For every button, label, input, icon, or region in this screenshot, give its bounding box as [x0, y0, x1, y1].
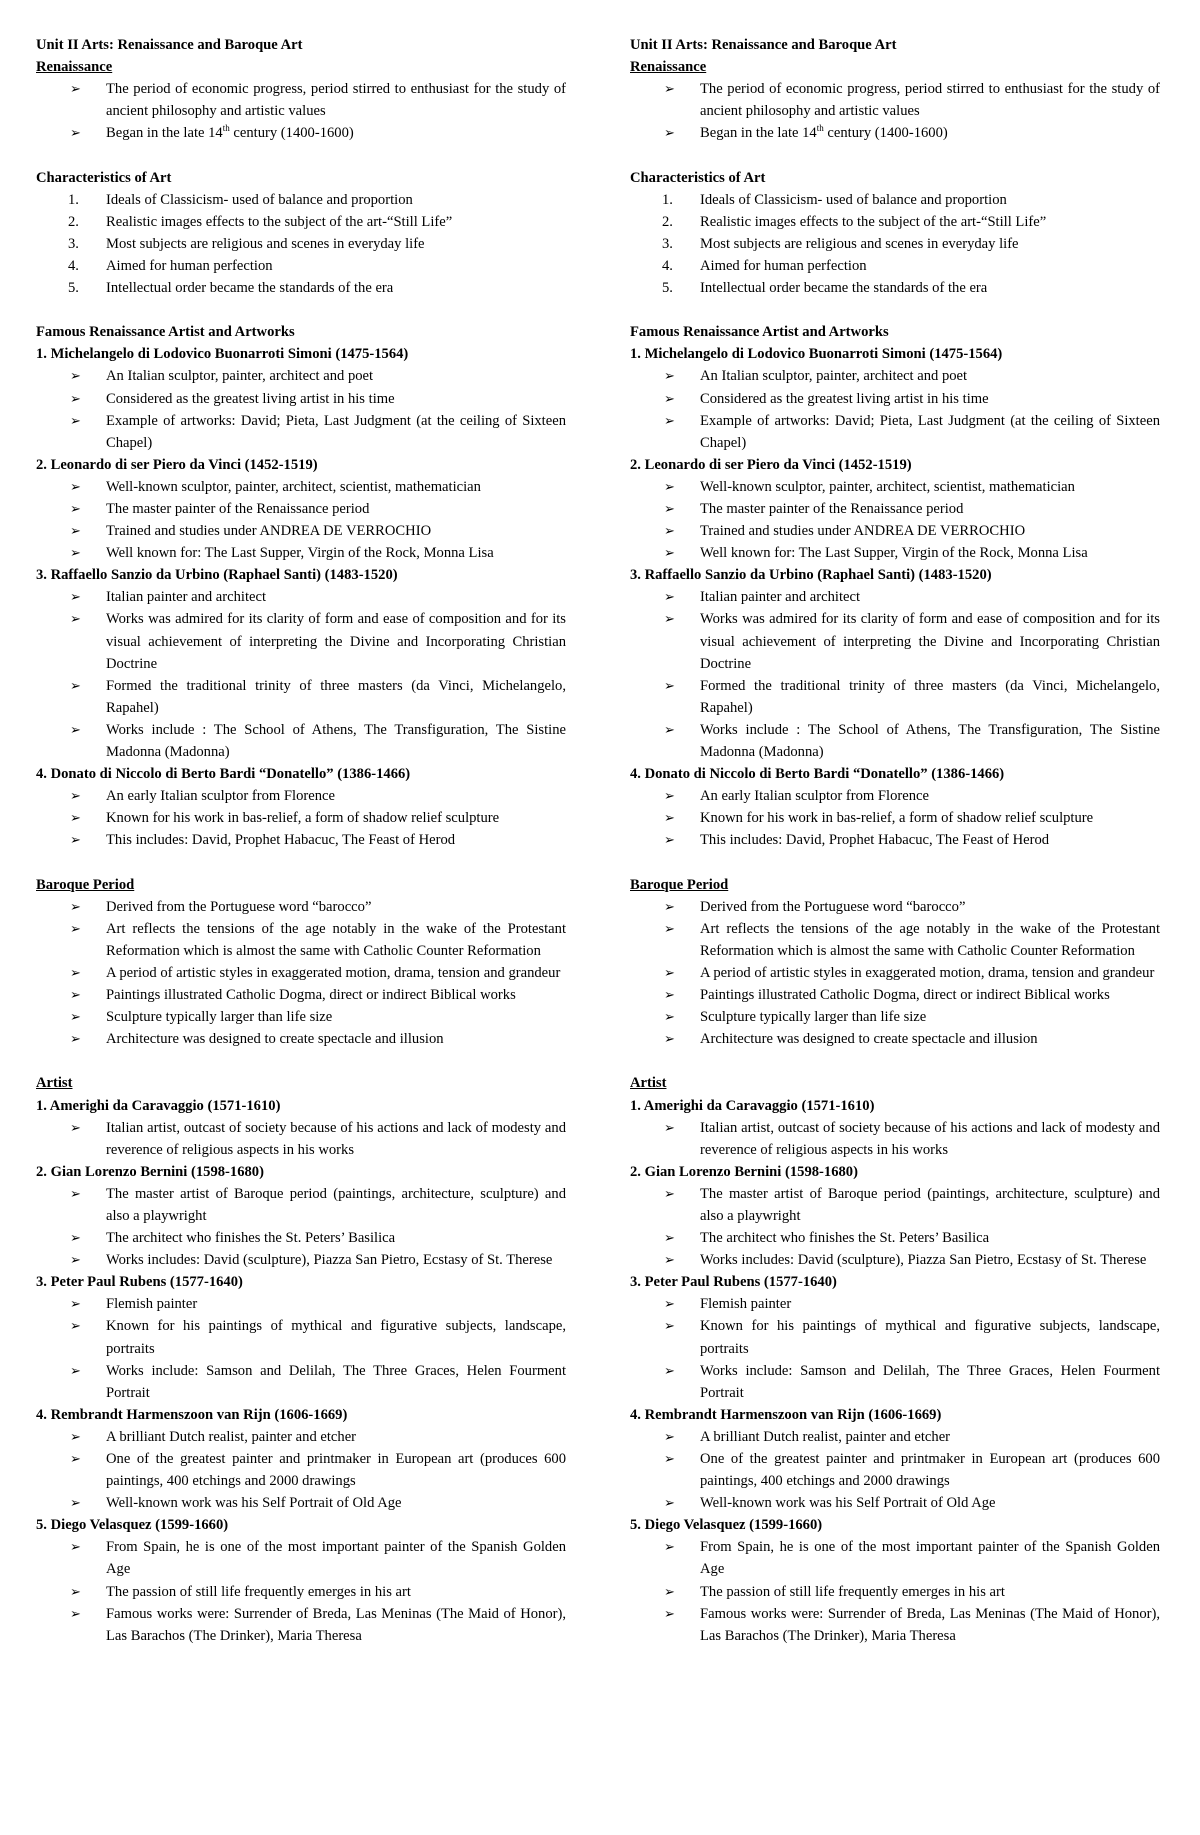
artist-fact — [36, 586, 566, 608]
numbered-item — [630, 211, 1160, 233]
artist-fact — [630, 476, 1160, 498]
bullet-arrow-icon: ➢ — [70, 1031, 81, 1047]
artist-fact — [36, 1227, 566, 1249]
renaissance-point — [630, 122, 1160, 144]
item-number: 2. — [662, 213, 673, 230]
artist-fact — [630, 1603, 1160, 1647]
list-item-text: The master artist of Baroque period (paintings, architecture, sculpture) and also a playwright — [700, 1185, 1160, 1224]
renaissance-artist-name-1: 1. Michelangelo di Lodovico Buonarroti Simoni (1475-1564) — [36, 346, 409, 363]
bullet-arrow-icon: ➢ — [664, 1230, 675, 1246]
list-item-text: Italian artist, outcast of society because of his actions and lack of modesty and reverence of religious aspects in his works — [106, 1119, 566, 1158]
bullet-arrow-icon: ➢ — [70, 1318, 81, 1334]
numbered-item — [36, 189, 566, 211]
numbered-item — [36, 277, 566, 299]
bullet-arrow-icon: ➢ — [664, 125, 675, 141]
artist-fact — [630, 1536, 1160, 1580]
bullet-arrow-icon: ➢ — [664, 1451, 675, 1466]
left-column — [36, 34, 566, 1647]
item-number: 4. — [662, 257, 673, 274]
renaissance-artist-name-4: 4. Donato di Niccolo di Berto Bardi “Donatello” (1386-1466) — [36, 766, 411, 783]
item-number: 5. — [662, 280, 673, 297]
list-item-text: Intellectual order became the standards of the era — [700, 280, 988, 297]
list-item-text: Most subjects are religious and scenes in everyday life — [106, 235, 425, 252]
artist-fact — [36, 1293, 566, 1315]
artist-fact — [36, 1448, 566, 1492]
item-number: 1. — [68, 191, 79, 208]
list-item-text: From Spain, he is one of the most important painter of the Spanish Golden Age — [700, 1539, 1160, 1578]
list-item-text: Known for his paintings of mythical and figurative subjects, landscape, portraits — [106, 1318, 566, 1357]
bullet-arrow-icon: ➢ — [664, 1495, 675, 1511]
numbered-item — [630, 255, 1160, 277]
artist-fact — [630, 807, 1160, 829]
list-item-text: One of the greatest painter and printmaker in European art (produces 600 paintings, 400 etchings and 2000 drawings — [106, 1451, 566, 1490]
baroque-point — [630, 1028, 1160, 1050]
artist-fact — [36, 1117, 566, 1161]
artist-fact — [36, 476, 566, 498]
artist-fact — [630, 608, 1160, 674]
bullet-arrow-icon: ➢ — [70, 500, 81, 516]
artist-fact — [36, 410, 566, 454]
baroque-heading: Baroque Period — [630, 876, 729, 893]
list-item-text: Realistic images effects to the subject of the art-“Still Life” — [106, 213, 453, 230]
list-item-text: An Italian sculptor, painter, architect and poet — [700, 368, 968, 385]
bullet-arrow-icon: ➢ — [664, 1362, 675, 1378]
renaissance-heading: Renaissance — [36, 59, 113, 76]
bullet-arrow-icon: ➢ — [664, 368, 675, 384]
baroque-artist-name-4: 4. Rembrandt Harmenszoon van Rijn (1606-1669) — [630, 1406, 942, 1423]
artist-fact — [630, 1293, 1160, 1315]
list-item-text: Formed the traditional trinity of three masters (da Vinci, Michelangelo, Rapahel) — [106, 677, 566, 716]
list-item-text: Works was admired for its clarity of form and ease of composition and for its visual achievement of interpreting the Divine and Incorporating Christian Doctrine — [106, 611, 566, 672]
artist-fact — [36, 675, 566, 719]
baroque-point — [630, 962, 1160, 984]
baroque-point — [36, 1028, 566, 1050]
renaissance-artist-name-2: 2. Leonardo di ser Piero da Vinci (1452-1519) — [630, 456, 912, 473]
bullet-arrow-icon: ➢ — [70, 1428, 81, 1444]
bullet-arrow-icon: ➢ — [70, 611, 81, 627]
list-item-text: Flemish painter — [106, 1296, 198, 1313]
bullet-arrow-icon: ➢ — [664, 500, 675, 516]
list-item-text: Well-known sculptor, painter, architect, scientist, mathematician — [700, 478, 1075, 495]
baroque-heading: Baroque Period — [36, 876, 135, 893]
list-item-text: Paintings illustrated Catholic Dogma, direct or indirect Biblical works — [700, 987, 1110, 1004]
artist-fact — [630, 586, 1160, 608]
bullet-arrow-icon: ➢ — [70, 721, 81, 737]
bullet-arrow-icon: ➢ — [664, 1009, 675, 1025]
baroque-artist-name-2: 2. Gian Lorenzo Bernini (1598-1680) — [630, 1163, 858, 1180]
bullet-arrow-icon: ➢ — [664, 920, 675, 936]
list-item-text: Italian artist, outcast of society because of his actions and lack of modesty and reverence of religious aspects in his works — [700, 1119, 1160, 1158]
bullet-arrow-icon: ➢ — [70, 412, 81, 428]
list-item-text: Works was admired for its clarity of form and ease of composition and for its visual achievement of interpreting the Divine and Incorporating Christian Doctrine — [700, 611, 1160, 672]
list-item-text: The master artist of Baroque period (paintings, architecture, sculpture) and also a playwright — [106, 1185, 566, 1224]
item-number: 1. — [662, 191, 673, 208]
bullet-arrow-icon: ➢ — [664, 1031, 675, 1047]
characteristics-heading: Characteristics of Art — [630, 169, 766, 186]
list-item-text: Well-known work was his Self Portrait of Old Age — [106, 1495, 402, 1512]
artist-fact — [630, 1581, 1160, 1603]
artist-fact — [36, 719, 566, 763]
numbered-item — [36, 233, 566, 255]
baroque-point — [630, 896, 1160, 918]
item-number: 3. — [68, 235, 79, 252]
list-item-text: Italian painter and architect — [106, 589, 267, 606]
bullet-arrow-icon: ➢ — [664, 964, 675, 980]
artist-fact — [36, 1249, 566, 1271]
list-item-text: Derived from the Portuguese word “barocco” — [106, 898, 372, 915]
bullet-arrow-icon: ➢ — [70, 677, 81, 693]
artist-fact — [630, 675, 1160, 719]
document-title: Unit II Arts: Renaissance and Baroque Art — [36, 37, 303, 53]
artist-fact — [36, 785, 566, 807]
bullet-arrow-icon: ➢ — [664, 898, 675, 914]
list-item-text: The master painter of the Renaissance period — [106, 500, 370, 517]
baroque-point — [36, 918, 566, 962]
list-item-text: The period of economic progress, period stirred to enthusiast for the study of ancient philosophy and artistic values — [700, 81, 1160, 120]
bullet-arrow-icon: ➢ — [70, 1185, 81, 1201]
renaissance-heading: Renaissance — [630, 59, 707, 76]
bullet-arrow-icon: ➢ — [664, 81, 675, 97]
baroque-artist-name-3: 3. Peter Paul Rubens (1577-1640) — [630, 1274, 837, 1291]
section-spacer — [36, 1050, 566, 1072]
list-item-text: The period of economic progress, period stirred to enthusiast for the study of ancient philosophy and artistic values — [106, 81, 566, 120]
artist-fact — [630, 1360, 1160, 1404]
baroque-artist-name-4: 4. Rembrandt Harmenszoon van Rijn (1606-1669) — [36, 1406, 348, 1423]
item-number: 5. — [68, 280, 79, 297]
list-item-text: Famous works were: Surrender of Breda, Las Meninas (The Maid of Honor), Las Barachos (The Drinker), Maria Theresa — [106, 1605, 566, 1644]
artist-fact — [36, 1360, 566, 1404]
bullet-arrow-icon: ➢ — [664, 1428, 675, 1444]
list-item-text: Trained and studies under ANDREA DE VERROCHIO — [700, 523, 1026, 540]
artist-fact — [36, 807, 566, 829]
list-item-text: Art reflects the tensions of the age notably in the wake of the Protestant Reformation which is almost the same with Catholic Counter Reformation — [106, 920, 566, 959]
artist-fact — [630, 1117, 1160, 1161]
list-item-text: Works include : The School of Athens, The Transfiguration, The Sistine Madonna (Madonna) — [700, 721, 1160, 760]
list-item-text: Works include : The School of Athens, The Transfiguration, The Sistine Madonna (Madonna) — [106, 721, 566, 760]
list-item-text: Began in the late 14th century (1400-1600) — [106, 123, 354, 142]
list-item-text: Famous works were: Surrender of Breda, Las Meninas (The Maid of Honor), Las Barachos (The Drinker), Maria Theresa — [700, 1605, 1160, 1644]
artist-fact — [630, 410, 1160, 454]
section-spacer — [36, 851, 566, 873]
list-item-text: Began in the late 14th century (1400-1600) — [700, 123, 948, 142]
artist-fact — [630, 829, 1160, 851]
bullet-arrow-icon: ➢ — [70, 1451, 81, 1466]
baroque-point — [36, 896, 566, 918]
list-item-text: A brilliant Dutch realist, painter and etcher — [700, 1428, 951, 1445]
baroque-point — [36, 1006, 566, 1028]
list-item-text: Intellectual order became the standards of the era — [106, 280, 394, 297]
baroque-artist-name-1: 1. Amerighi da Caravaggio (1571-1610) — [36, 1097, 281, 1114]
baroque-artists-heading: Artist — [630, 1075, 667, 1092]
list-item-text: Most subjects are religious and scenes in everyday life — [700, 235, 1019, 252]
bullet-arrow-icon: ➢ — [664, 788, 675, 804]
bullet-arrow-icon: ➢ — [70, 788, 81, 804]
artist-fact — [36, 1603, 566, 1647]
list-item-text: A period of artistic styles in exaggerated motion, drama, tension and grandeur — [700, 964, 1155, 981]
bullet-arrow-icon: ➢ — [70, 1230, 81, 1246]
bullet-arrow-icon: ➢ — [664, 523, 675, 539]
bullet-arrow-icon: ➢ — [70, 81, 81, 97]
list-item-text: Well known for: The Last Supper, Virgin of the Rock, Monna Lisa — [106, 545, 494, 562]
item-number: 4. — [68, 257, 79, 274]
bullet-arrow-icon: ➢ — [70, 390, 81, 406]
bullet-arrow-icon: ➢ — [70, 1539, 81, 1555]
artist-fact — [630, 520, 1160, 542]
list-item-text: Well-known sculptor, painter, architect, scientist, mathematician — [106, 478, 481, 495]
artist-fact — [630, 1426, 1160, 1448]
bullet-arrow-icon: ➢ — [664, 611, 675, 627]
list-item-text: Realistic images effects to the subject of the art-“Still Life” — [700, 213, 1047, 230]
list-item-text: Well-known work was his Self Portrait of Old Age — [700, 1495, 996, 1512]
bullet-arrow-icon: ➢ — [664, 1119, 675, 1135]
bullet-arrow-icon: ➢ — [664, 721, 675, 737]
bullet-arrow-icon: ➢ — [70, 1119, 81, 1135]
list-item-text: Aimed for human perfection — [700, 257, 867, 274]
bullet-arrow-icon: ➢ — [70, 1009, 81, 1025]
list-item-text: From Spain, he is one of the most important painter of the Spanish Golden Age — [106, 1539, 566, 1578]
artist-fact — [630, 498, 1160, 520]
list-item-text: The passion of still life frequently emerges in his art — [106, 1583, 411, 1600]
list-item-text: Works includes: David (sculpture), Piazza San Pietro, Ecstasy of St. Therese — [700, 1252, 1147, 1269]
list-item-text: Considered as the greatest living artist in his time — [106, 390, 395, 407]
artist-fact — [630, 1227, 1160, 1249]
bullet-arrow-icon: ➢ — [70, 832, 81, 848]
bullet-arrow-icon: ➢ — [664, 390, 675, 406]
renaissance-artists-heading: Famous Renaissance Artist and Artworks — [36, 324, 295, 341]
list-item-text: Ideals of Classicism- used of balance and proportion — [106, 191, 413, 208]
list-item-text: Aimed for human perfection — [106, 257, 273, 274]
bullet-arrow-icon: ➢ — [70, 1296, 81, 1312]
document-title: Unit II Arts: Renaissance and Baroque Art — [630, 37, 897, 53]
section-spacer — [630, 851, 1160, 873]
numbered-item — [630, 277, 1160, 299]
artist-fact — [36, 829, 566, 851]
list-item-text: Sculpture typically larger than life size — [700, 1009, 927, 1026]
baroque-point — [630, 984, 1160, 1006]
bullet-arrow-icon: ➢ — [664, 1252, 675, 1268]
baroque-point — [630, 1006, 1160, 1028]
list-item-text: Flemish painter — [700, 1296, 792, 1313]
bullet-arrow-icon: ➢ — [70, 368, 81, 384]
bullet-arrow-icon: ➢ — [664, 832, 675, 848]
artist-fact — [630, 719, 1160, 763]
renaissance-point — [630, 78, 1160, 122]
baroque-artists-heading: Artist — [36, 1075, 73, 1092]
section-spacer — [36, 299, 566, 321]
artist-fact — [36, 1426, 566, 1448]
bullet-arrow-icon: ➢ — [70, 1583, 81, 1599]
list-item-text: Art reflects the tensions of the age notably in the wake of the Protestant Reformation which is almost the same with Catholic Counter Reformation — [700, 920, 1160, 959]
numbered-item — [36, 255, 566, 277]
artist-fact — [36, 542, 566, 564]
item-number: 2. — [68, 213, 79, 230]
list-item-text: Example of artworks: David; Pieta, Last Judgment (at the ceiling of Sixteen Chapel) — [106, 412, 566, 451]
list-item-text: One of the greatest painter and printmaker in European art (produces 600 paintings, 400 etchings and 2000 drawings — [700, 1451, 1160, 1490]
list-item-text: Ideals of Classicism- used of balance and proportion — [700, 191, 1007, 208]
artist-fact — [630, 542, 1160, 564]
artist-fact — [630, 785, 1160, 807]
section-spacer — [36, 144, 566, 166]
list-item-text: Considered as the greatest living artist in his time — [700, 390, 989, 407]
bullet-arrow-icon: ➢ — [664, 987, 675, 1003]
bullet-arrow-icon: ➢ — [70, 589, 81, 605]
bullet-arrow-icon: ➢ — [664, 1583, 675, 1599]
list-item-text: This includes: David, Prophet Habacuc, The Feast of Herod — [700, 832, 1050, 849]
list-item-text: The master painter of the Renaissance period — [700, 500, 964, 517]
renaissance-artists-heading: Famous Renaissance Artist and Artworks — [630, 324, 889, 341]
bullet-arrow-icon: ➢ — [70, 810, 81, 826]
renaissance-point — [36, 78, 566, 122]
list-item-text: Architecture was designed to create spectacle and illusion — [700, 1031, 1038, 1048]
artist-fact — [630, 1183, 1160, 1227]
renaissance-point — [36, 122, 566, 144]
baroque-artist-name-1: 1. Amerighi da Caravaggio (1571-1610) — [630, 1097, 875, 1114]
renaissance-artist-name-3: 3. Raffaello Sanzio da Urbino (Raphael Santi) (1483-1520) — [36, 567, 398, 584]
bullet-arrow-icon: ➢ — [70, 987, 81, 1003]
bullet-arrow-icon: ➢ — [664, 1296, 675, 1312]
list-item-text: Known for his paintings of mythical and figurative subjects, landscape, portraits — [700, 1318, 1160, 1357]
bullet-arrow-icon: ➢ — [70, 964, 81, 980]
list-item-text: Derived from the Portuguese word “barocco” — [700, 898, 966, 915]
list-item-text: Works includes: David (sculpture), Piazza San Pietro, Ecstasy of St. Therese — [106, 1252, 553, 1269]
baroque-point — [36, 984, 566, 1006]
artist-fact — [630, 1448, 1160, 1492]
right-column — [630, 34, 1160, 1647]
numbered-item — [36, 211, 566, 233]
bullet-arrow-icon: ➢ — [664, 545, 675, 561]
artist-fact — [36, 365, 566, 387]
bullet-arrow-icon: ➢ — [70, 1605, 81, 1621]
bullet-arrow-icon: ➢ — [664, 589, 675, 605]
numbered-item — [630, 189, 1160, 211]
artist-fact — [36, 520, 566, 542]
list-item-text: A period of artistic styles in exaggerated motion, drama, tension and grandeur — [106, 964, 561, 981]
section-spacer — [630, 144, 1160, 166]
numbered-item — [630, 233, 1160, 255]
list-item-text: Sculpture typically larger than life size — [106, 1009, 333, 1026]
bullet-arrow-icon: ➢ — [70, 125, 81, 141]
renaissance-artist-name-4: 4. Donato di Niccolo di Berto Bardi “Donatello” (1386-1466) — [630, 766, 1005, 783]
bullet-arrow-icon: ➢ — [664, 1605, 675, 1621]
list-item-text: Italian painter and architect — [700, 589, 861, 606]
list-item-text: This includes: David, Prophet Habacuc, The Feast of Herod — [106, 832, 456, 849]
bullet-arrow-icon: ➢ — [70, 1495, 81, 1511]
list-item-text: Example of artworks: David; Pieta, Last Judgment (at the ceiling of Sixteen Chapel) — [700, 412, 1160, 451]
baroque-artist-name-2: 2. Gian Lorenzo Bernini (1598-1680) — [36, 1163, 264, 1180]
artist-fact — [36, 1536, 566, 1580]
list-item-text: The passion of still life frequently emerges in his art — [700, 1583, 1005, 1600]
list-item-text: The architect who finishes the St. Peters’ Basilica — [700, 1230, 990, 1247]
bullet-arrow-icon: ➢ — [664, 1185, 675, 1201]
characteristics-heading: Characteristics of Art — [36, 169, 172, 186]
list-item-text: Works include: Samson and Delilah, The Three Graces, Helen Fourment Portrait — [700, 1362, 1160, 1401]
list-item-text: Formed the traditional trinity of three masters (da Vinci, Michelangelo, Rapahel) — [700, 677, 1160, 716]
bullet-arrow-icon: ➢ — [70, 1252, 81, 1268]
artist-fact — [630, 1249, 1160, 1271]
bullet-arrow-icon: ➢ — [664, 478, 675, 494]
list-item-text: Known for his work in bas-relief, a form of shadow relief sculpture — [700, 810, 1094, 827]
bullet-arrow-icon: ➢ — [70, 545, 81, 561]
bullet-arrow-icon: ➢ — [70, 920, 81, 936]
baroque-artist-name-5: 5. Diego Velasquez (1599-1660) — [630, 1517, 823, 1534]
artist-fact — [630, 1492, 1160, 1514]
list-item-text: Architecture was designed to create spectacle and illusion — [106, 1031, 444, 1048]
artist-fact — [630, 1315, 1160, 1359]
section-spacer — [630, 299, 1160, 321]
item-number: 3. — [662, 235, 673, 252]
baroque-point — [36, 962, 566, 984]
renaissance-artist-name-2: 2. Leonardo di ser Piero da Vinci (1452-1519) — [36, 456, 318, 473]
list-item-text: An early Italian sculptor from Florence — [106, 788, 335, 805]
bullet-arrow-icon: ➢ — [70, 478, 81, 494]
artist-fact — [36, 1581, 566, 1603]
artist-fact — [36, 608, 566, 674]
list-item-text: Works include: Samson and Delilah, The Three Graces, Helen Fourment Portrait — [106, 1362, 566, 1401]
artist-fact — [36, 1492, 566, 1514]
bullet-arrow-icon: ➢ — [664, 1318, 675, 1334]
renaissance-artist-name-1: 1. Michelangelo di Lodovico Buonarroti Simoni (1475-1564) — [630, 346, 1003, 363]
bullet-arrow-icon: ➢ — [70, 523, 81, 539]
list-item-text: The architect who finishes the St. Peters’ Basilica — [106, 1230, 396, 1247]
list-item-text: An early Italian sculptor from Florence — [700, 788, 929, 805]
bullet-arrow-icon: ➢ — [664, 412, 675, 428]
baroque-artist-name-5: 5. Diego Velasquez (1599-1660) — [36, 1517, 229, 1534]
bullet-arrow-icon: ➢ — [70, 1362, 81, 1378]
list-item-text: A brilliant Dutch realist, painter and etcher — [106, 1428, 357, 1445]
list-item-text: Well known for: The Last Supper, Virgin of the Rock, Monna Lisa — [700, 545, 1088, 562]
artist-fact — [36, 1315, 566, 1359]
bullet-arrow-icon: ➢ — [664, 810, 675, 826]
list-item-text: Known for his work in bas-relief, a form of shadow relief sculpture — [106, 810, 500, 827]
list-item-text: Trained and studies under ANDREA DE VERROCHIO — [106, 523, 432, 540]
bullet-arrow-icon: ➢ — [70, 898, 81, 914]
section-spacer — [630, 1050, 1160, 1072]
artist-fact — [630, 365, 1160, 387]
baroque-artist-name-3: 3. Peter Paul Rubens (1577-1640) — [36, 1274, 243, 1291]
list-item-text: An Italian sculptor, painter, architect and poet — [106, 368, 374, 385]
artist-fact — [36, 1183, 566, 1227]
artist-fact — [36, 498, 566, 520]
bullet-arrow-icon: ➢ — [664, 677, 675, 693]
renaissance-artist-name-3: 3. Raffaello Sanzio da Urbino (Raphael Santi) (1483-1520) — [630, 567, 992, 584]
list-item-text: Paintings illustrated Catholic Dogma, direct or indirect Biblical works — [106, 987, 516, 1004]
artist-fact — [630, 388, 1160, 410]
bullet-arrow-icon: ➢ — [664, 1539, 675, 1555]
baroque-point — [630, 918, 1160, 962]
artist-fact — [36, 388, 566, 410]
